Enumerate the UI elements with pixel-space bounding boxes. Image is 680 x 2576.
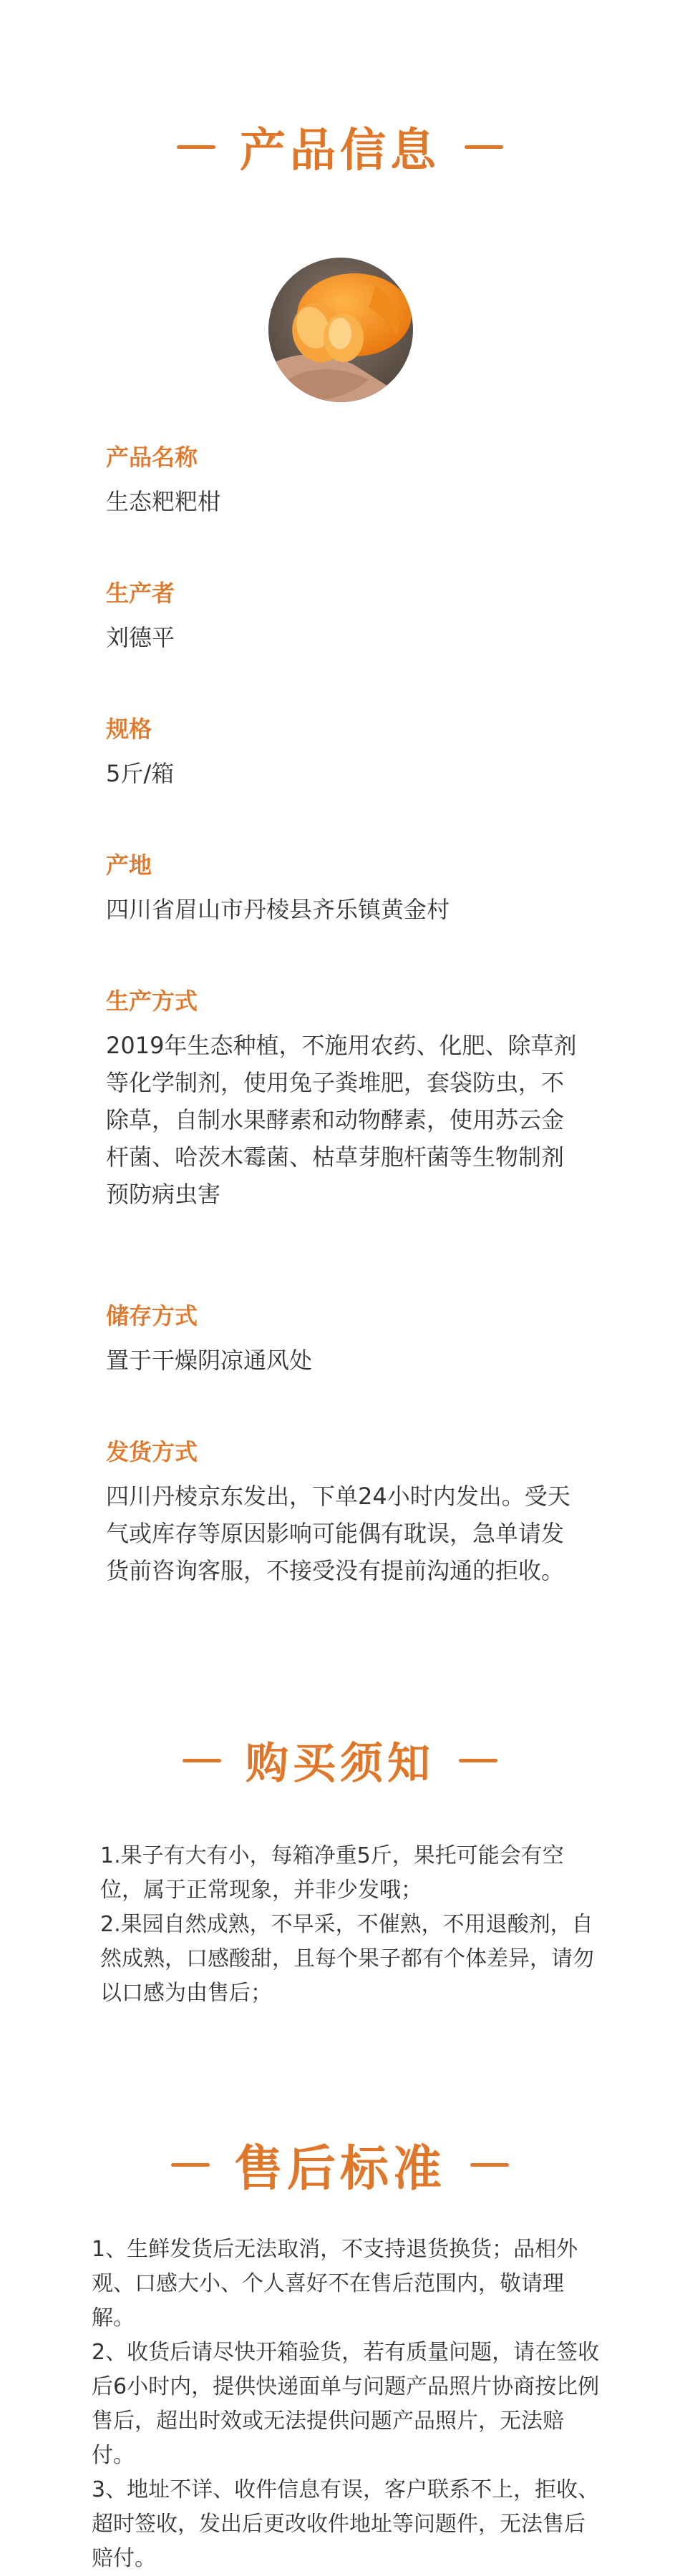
field-producer (106, 577, 586, 656)
heading-dash-left (171, 2163, 210, 2167)
product-photo-image (268, 258, 413, 402)
purchase-notice-heading (0, 1732, 680, 1789)
field-value: 四川丹棱京东发出，下单24小时内发出。受天气或库存等原因影响可能偶有耽误，急单请发货前咨询客服，不接受没有提前沟通的拒收。 (106, 1483, 570, 1584)
field-value: 2019年生态种植，不施用农药、化肥、除草剂等化学制剂，使用兔子粪堆肥，套袋防虫，不除草，自制水果酵素和动物酵素，使用苏云金杆菌、哈茨木霉菌、枯草芽胞杆菌等生物制剂预防病虫害 (106, 1032, 577, 1208)
field-label: 生产方式 (106, 987, 198, 1015)
heading-dash-left (183, 1759, 221, 1762)
field-label: 规格 (106, 716, 152, 743)
after-sales-item: 2、收货后请尽快开箱验货，若有质量问题，请在签收后6小时内，提供快递面单与问题产品照片协商按比例售后，超出时效或无法提供问题产品照片，无法赔付。 (92, 2340, 600, 2468)
purchase-notice-item: 1.果子有大有小，每箱净重5斤，果托可能会有空位，属于正常现象，并非少发哦； (100, 1843, 564, 1903)
field-label: 产地 (106, 852, 152, 879)
product-info-heading (0, 118, 680, 175)
field-production-method (106, 985, 586, 1213)
heading-dash-right (459, 1759, 497, 1762)
product-photo (268, 258, 413, 402)
field-label: 发货方式 (106, 1438, 198, 1465)
product-info-title: 产品信息 (240, 125, 440, 177)
purchase-notice-item: 2.果园自然成熟，不早采，不催熟，不用退酸剂，自然成熟，口感酸甜，且每个果子都有个体差异，请勿以口感为由售后； (100, 1912, 594, 2006)
field-value: 刘德平 (106, 624, 175, 651)
after-sales-item: 3、地址不详、收件信息有误，客户联系不上，拒收、超时签收，发出后更改收件地址等问题件，无法售后赔付。 (92, 2477, 600, 2571)
after-sales-title: 售后标准 (233, 2140, 446, 2197)
heading-dash-right (465, 145, 503, 149)
field-spec (106, 713, 586, 792)
field-label: 储存方式 (106, 1302, 198, 1330)
field-value: 四川省眉山市丹棱县齐乐镇黄金村 (106, 896, 450, 923)
after-sales-heading (0, 2132, 680, 2197)
field-product-name (106, 441, 586, 520)
purchase-notice-list (100, 1839, 594, 2011)
field-label: 产品名称 (106, 444, 198, 471)
after-sales-item: 1、生鲜发货后无法取消，不支持退货换货；品相外观、口感大小、个人喜好不在售后范围内，敬请理解。 (92, 2237, 578, 2331)
field-shipping (106, 1436, 586, 1589)
heading-dash-left (177, 145, 215, 149)
field-value: 5斤/箱 (106, 760, 175, 787)
field-value: 置于干燥阴凉通风处 (106, 1347, 313, 1374)
field-storage (106, 1300, 586, 1379)
purchase-notice-title: 购买须知 (246, 1739, 434, 1789)
field-origin (106, 849, 586, 928)
field-value: 生态粑粑柑 (106, 488, 221, 515)
heading-dash-right (470, 2163, 509, 2167)
after-sales-list (92, 2233, 601, 2576)
field-label: 生产者 (106, 580, 175, 607)
